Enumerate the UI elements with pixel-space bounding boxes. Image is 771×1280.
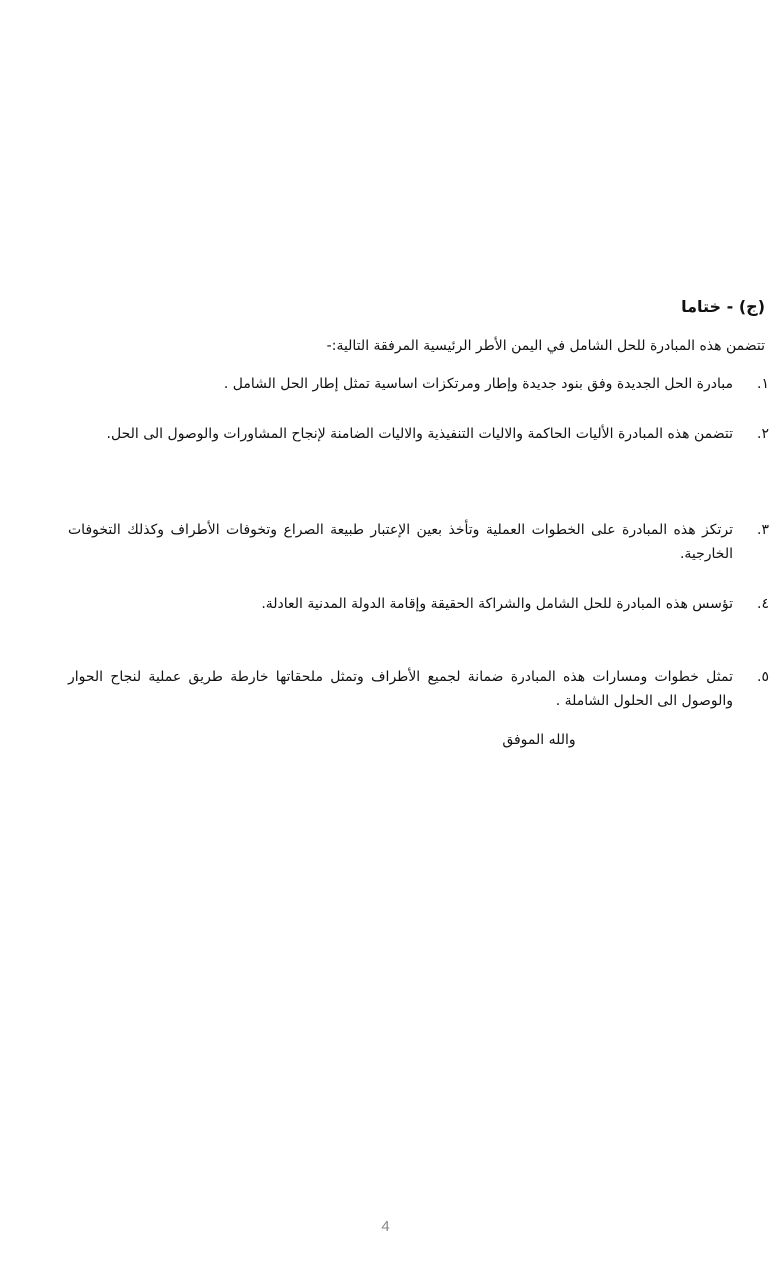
page-number: 4 (381, 1218, 390, 1235)
list-item-text: تمثل خطوات ومسارات هذه المبادرة ضمانة لجميع الأطراف وتمثل ملحقاتها خارطة طريق عملية لنجاح الحوار والوصول الى الحلول الشاملة . (68, 669, 733, 709)
closing-line: والله الموفق (502, 732, 576, 748)
list-item-number: ١. (757, 376, 769, 392)
list-item-number: ٣. (757, 522, 769, 538)
list-item (68, 372, 769, 396)
list-item-number: ٥. (757, 669, 769, 685)
list-item-text: تتضمن هذه المبادرة الأليات الحاكمة والاليات التنفيذية والاليات الضامنة لإنجاح المشاورات والوصول الى الحل. (106, 426, 733, 442)
list-item (68, 665, 769, 713)
list-item-text: ترتكز هذه المبادرة على الخطوات العملية وتأخذ بعين الإعتبار طبيعة الصراع وتخوفات الأطراف وكذلك التخوفات الخارجية. (68, 522, 733, 562)
list-item-text: تؤسس هذه المبادرة للحل الشامل والشراكة الحقيقة وإقامة الدولة المدنية العادلة. (261, 596, 733, 612)
list-item (68, 592, 769, 616)
list-item-number: ٤. (757, 596, 769, 612)
list-item-number: ٢. (757, 426, 769, 442)
intro-paragraph: تتضمن هذه المبادرة للحل الشامل في اليمن الأطر الرئيسية المرفقة التالية:- (326, 338, 765, 354)
list-item (68, 422, 769, 446)
section-heading: (ج) - ختاما (681, 297, 765, 316)
list-item (68, 518, 769, 566)
list-item-text: مبادرة الحل الجديدة وفق بنود جديدة وإطار ومرتكزات اساسية تمثل إطار الحل الشامل . (223, 376, 733, 392)
